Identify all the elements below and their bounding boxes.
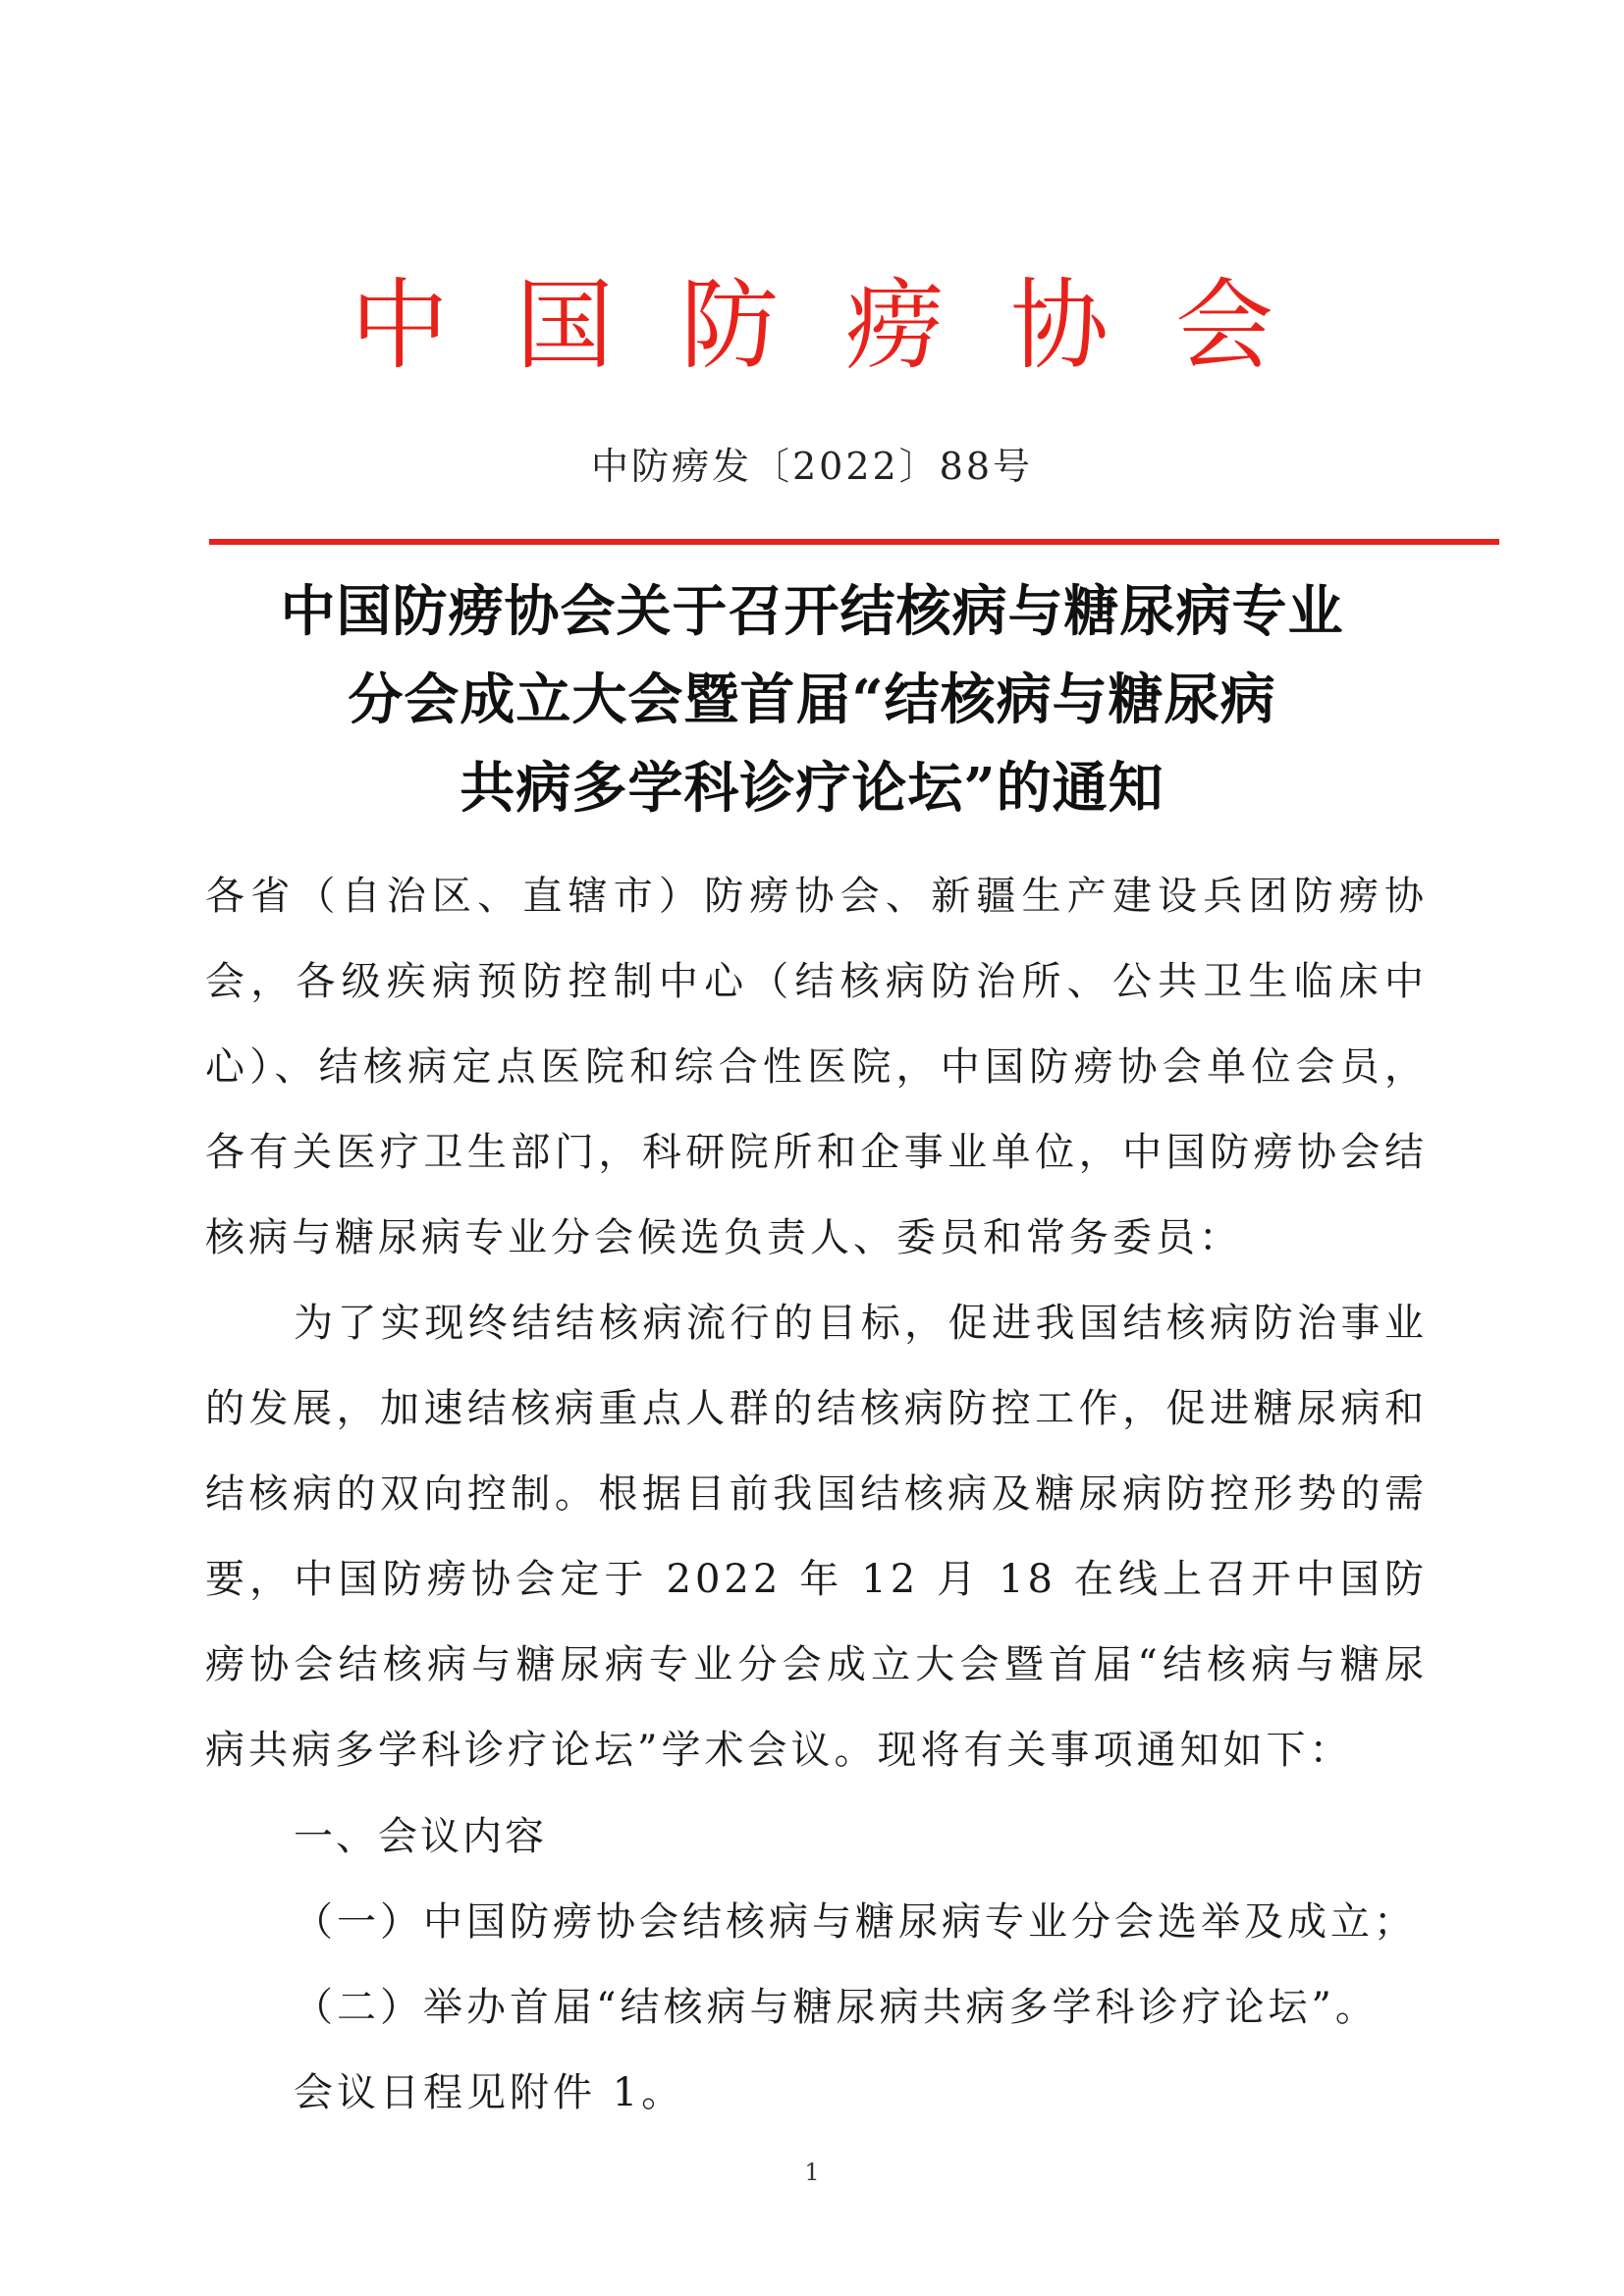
recipients-paragraph: 各省（自治区、直辖市）防痨协会、新疆生产建设兵团防痨协会，各级疾病预防控制中心（结核病防治所、公共卫生临床中心）、结核病定点医院和综合性医院，中国防痨协会单位会员，各有关医疗卫生部门，科研院所和企事业单位，中国防痨协会结核病与糖尿病专业分会候选负责人、委员和常务委员： <box>205 874 1428 1260</box>
title-line: 分会成立大会暨首届“结核病与糖尿病 <box>348 667 1276 732</box>
intro-paragraph: 为了实现终结结核病流行的目标，促进我国结核病防治事业的发展，加速结核病重点人群的结核病防控工作，促进糖尿病和结核病的双向控制。根据目前我国结核病及糖尿病防控形势的需要，中国防痨协会定于 2022 年 12 月 18 在线上召开中国防痨协会结核病与糖尿病专业分会成立大会暨首届“结核病与糖尿病共病多学科诊疗论坛”学术会议。现将有关事项通知如下： <box>205 1301 1428 1773</box>
page-number: 1 <box>804 2159 820 2186</box>
red-divider-line <box>209 539 1499 545</box>
title-line: 中国防痨协会关于召开结核病与糖尿病专业 <box>280 579 1344 644</box>
organization-header: 中国防痨协会 <box>351 268 1340 383</box>
list-item: （一）中国防痨协会结核病与糖尿病专业分会选举及成立； <box>294 1899 1417 1945</box>
document-title <box>177 567 1447 832</box>
list-item: （二）举办首届“结核病与糖尿病共病多学科诊疗论坛”。 <box>294 1985 1379 2030</box>
document-number: 中防痨发〔2022〕88号 <box>590 445 1034 488</box>
section-heading-meeting-content: 一、会议内容 <box>294 1814 547 1859</box>
list-item: 会议日程见附件 1。 <box>294 2070 685 2115</box>
title-line: 共病多学科诊疗论坛”的通知 <box>460 756 1164 821</box>
